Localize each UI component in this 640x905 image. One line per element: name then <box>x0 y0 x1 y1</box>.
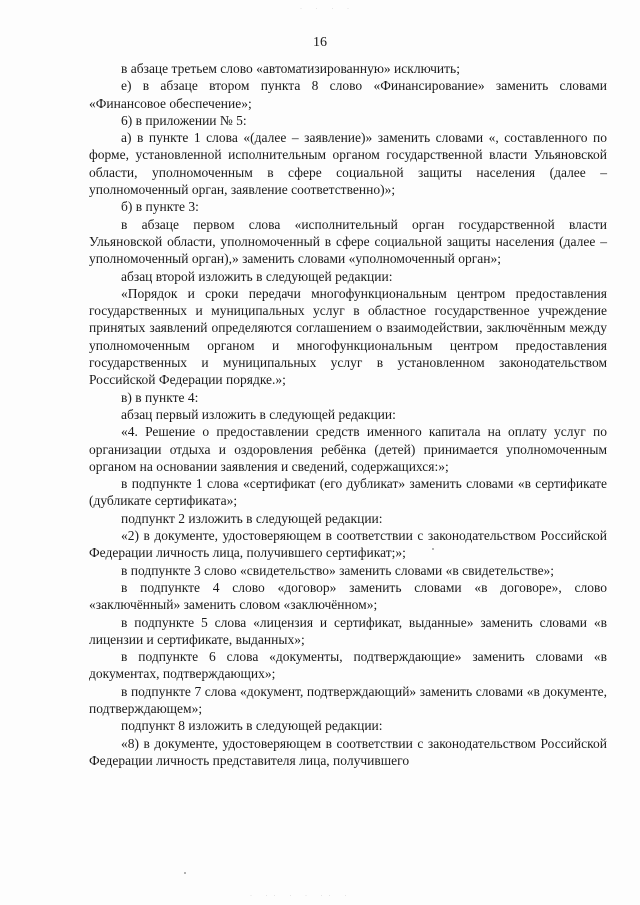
paragraph: в абзаце третьем слово «автоматизированную» исключить; <box>121 61 460 76</box>
paragraph: в подпункте 5 слова «лицензия и сертификат, выданные» заменить словами «в лицензии и сертификате, выданных»; <box>89 614 607 647</box>
paragraph: е) в абзаце втором пункта 8 слово «Финансирование» заменить словами «Финансовое обеспечение»; <box>89 78 607 111</box>
paragraph: в подпункте 1 слова «сертификат (его дубликат» заменить словами «в сертификате (дубликате сертификата»; <box>89 476 607 509</box>
paragraph: «2) в документе, удостоверяющем в соответствии с законодательством Российской Федерации личность лица, получившего сертификат;»; <box>89 528 607 561</box>
paragraph: в подпункте 7 слова «документ, подтверждающий» заменить словами «в документе, подтверждающем»; <box>89 683 607 716</box>
page-number: 16 <box>313 35 327 50</box>
scan-speck <box>184 872 186 874</box>
paragraph: б) в пункте 3: <box>121 199 199 215</box>
paragraph: в абзаце первом слова «исполнительный орган государственной власти Ульяновской области, уполномоченный в сфере социальной защиты населения (далее – уполномоченный орган),» заменить словами «уполномоченный орган»; <box>89 216 607 267</box>
paragraph: 6) в приложении № 5: <box>121 112 247 128</box>
paragraph: абзац первый изложить в следующей редакции: <box>121 406 396 422</box>
paragraph: в подпункте 6 слова «документы, подтверждающие» заменить словами «в документах, подтверждающих»; <box>89 649 607 682</box>
paragraph: подпункт 2 изложить в следующей редакции: <box>121 510 383 526</box>
scan-noise: · · · · <box>300 6 355 12</box>
paragraph: абзац второй изложить в следующей редакции: <box>121 268 393 284</box>
paragraph: а) в пункте 1 слова «(далее – заявление)» заменить словами «, составленного по форме, установленной исполнительным органом государственной власти Ульяновской области, уполномоченным в сфере социальной защиты населения (далее – уполномоченный орган, заявление соответственно)»; <box>89 130 607 198</box>
scan-noise: · ·· · · ·· · <box>250 893 353 899</box>
paragraph: в) в пункте 4: <box>121 389 199 405</box>
paragraph: «4. Решение о предоставлении средств именного капитала на оплату услуг по организации отдыха и оздоровления ребёнка (детей) принимается уполномоченным органом на основании заявления и сведений, содержащихся:»; <box>89 424 607 474</box>
paragraph: «8) в документе, удостоверяющем в соответствии с законодательством Российской Федерации личность представителя лица, получившего <box>89 735 607 768</box>
paragraph: в подпункте 3 слово «свидетельство» заменить словами «в свидетельстве»; <box>121 562 555 578</box>
paragraph: в подпункте 4 слово «договор» заменить словами «в договоре», слово «заключённый» заменить словом «заключённом»; <box>89 579 607 613</box>
paragraph: подпункт 8 изложить в следующей редакции: <box>121 718 383 734</box>
scan-speck <box>432 548 434 550</box>
paragraph: «Порядок и сроки передачи многофункциональным центром предоставления государственных и муниципальных услуг в областное государственное учреждение принятых заявлений определяются соглашением о взаимодействии, заключённым между уполномоченным органом и многофункциональным центром предоставления государственных и муниципальных услуг в установленном законодательством Российской Федерации порядке.»; <box>89 285 607 388</box>
document-body <box>89 60 607 769</box>
